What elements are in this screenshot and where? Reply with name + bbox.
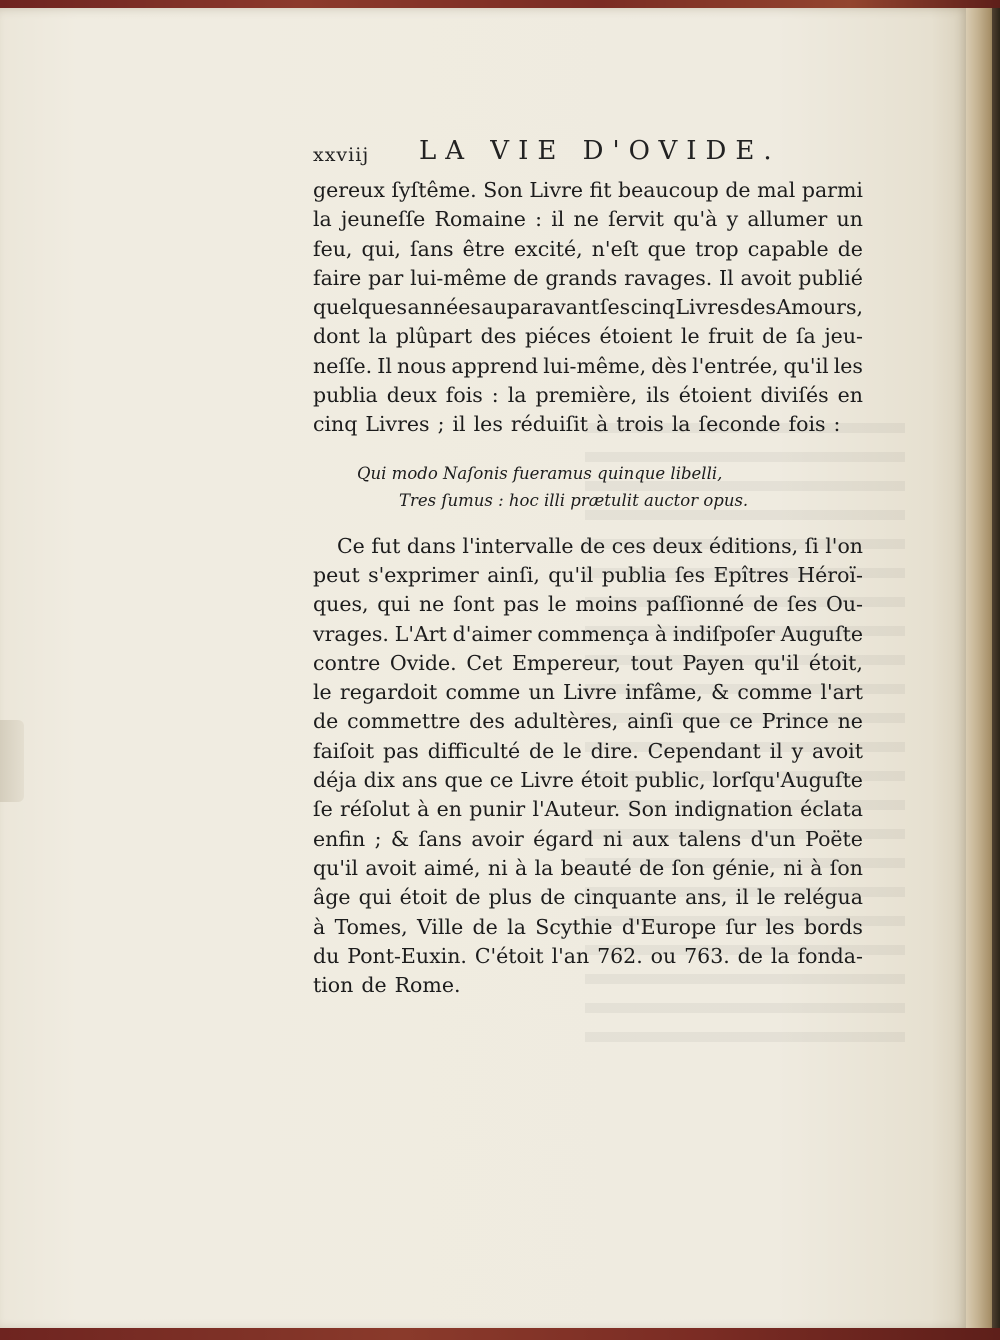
latin-quotation [313,460,863,514]
paragraph-2-line: faiſoit pas difficulté de le dire. Cependant il y avoit [313,738,863,763]
paragraph-1-line: publia deux fois : la première, ils étoient diviſés en [313,383,863,408]
book-fore-edge [966,8,1000,1333]
paragraph-2-line: tion de Rome. [313,973,461,998]
page-tab-marker [0,720,24,802]
paragraph-1-line: la jeuneſſe Romaine : il ne ſervit qu'à y allumer un [313,207,863,232]
paragraph-2-line: contre Ovide. Cet Empereur, tout Payen qu'il étoit, [313,650,863,675]
paragraph-1-line: neſſe. Il nous apprend lui-même, dès l'entrée, qu'il les [313,353,863,378]
paragraph-2-line: vrages. L'Art d'aimer commença à indiſpoſer Auguſte [313,621,863,646]
paragraph-2-line: peut s'exprimer ainſi, qu'il publia ſes Epîtres Héroï- [313,562,863,587]
paragraph-2-line: ques, qui ne ſont pas le moins paſſionné de ſes Ou- [313,592,863,617]
body-text [313,176,863,1000]
paragraph-2-line: le regardoit comme un Livre infâme, & comme l'art [313,680,863,705]
paragraph-1 [313,176,863,440]
paragraph-2-line: à Tomes, Ville de la Scythie d'Europe ſur les bords [313,914,863,939]
paragraph-1-line: feu, qui, ſans être excité, n'eſt que trop capable de [313,236,863,261]
running-title: LA VIE D'OVIDE. [419,136,781,166]
paragraph-1-line: faire par lui-même de grands ravages. Il avoit publié [313,265,863,290]
quote-line-1: Qui modo Naſonis fueramus quinque libelli, [357,463,723,483]
paragraph-2-line: de commettre des adultères, ainſi que ce Prince ne [313,709,863,734]
page-number: xxviij [313,144,370,166]
quote-line-2: Tres ſumus : hoc illi prætulit auctor opus. [399,490,749,510]
paragraph-2-line: enfin ; & ſans avoir égard ni aux talens d'un Poëte [313,826,863,851]
paragraph-1-line: gereux ſyſtême. Son Livre fit beaucoup de mal parmi [313,178,863,202]
book-cover-bottom-edge [0,1328,1000,1340]
paragraph-1-line: quelques années auparavant ſes cinq Livres des Amours, [313,295,863,320]
paragraph-2-line: Ce fut dans l'intervalle de ces deux éditions, ſi l'on [337,533,863,558]
paragraph-1-line: dont la plûpart des piéces étoient le fruit de ſa jeu- [313,324,863,349]
paragraph-2-line: qu'il avoit aimé, ni à la beauté de ſon génie, ni à ſon [313,855,863,880]
paragraph-1-line: cinq Livres ; il les réduiſit à trois la ſeconde fois : [313,412,841,437]
paragraph-2-line: âge qui étoit de plus de cinquante ans, il le relégua [313,885,863,910]
paragraph-2-line: du Pont-Euxin. C'étoit l'an 762. ou 763. de la fonda- [313,943,863,968]
paragraph-2-line: ſe réſolut à en punir l'Auteur. Son indignation éclata [313,797,863,822]
paragraph-2-line: déja dix ans que ce Livre étoit public, lorſqu'Auguſte [313,768,863,793]
paragraph-2 [313,532,863,1001]
running-head [313,136,873,176]
